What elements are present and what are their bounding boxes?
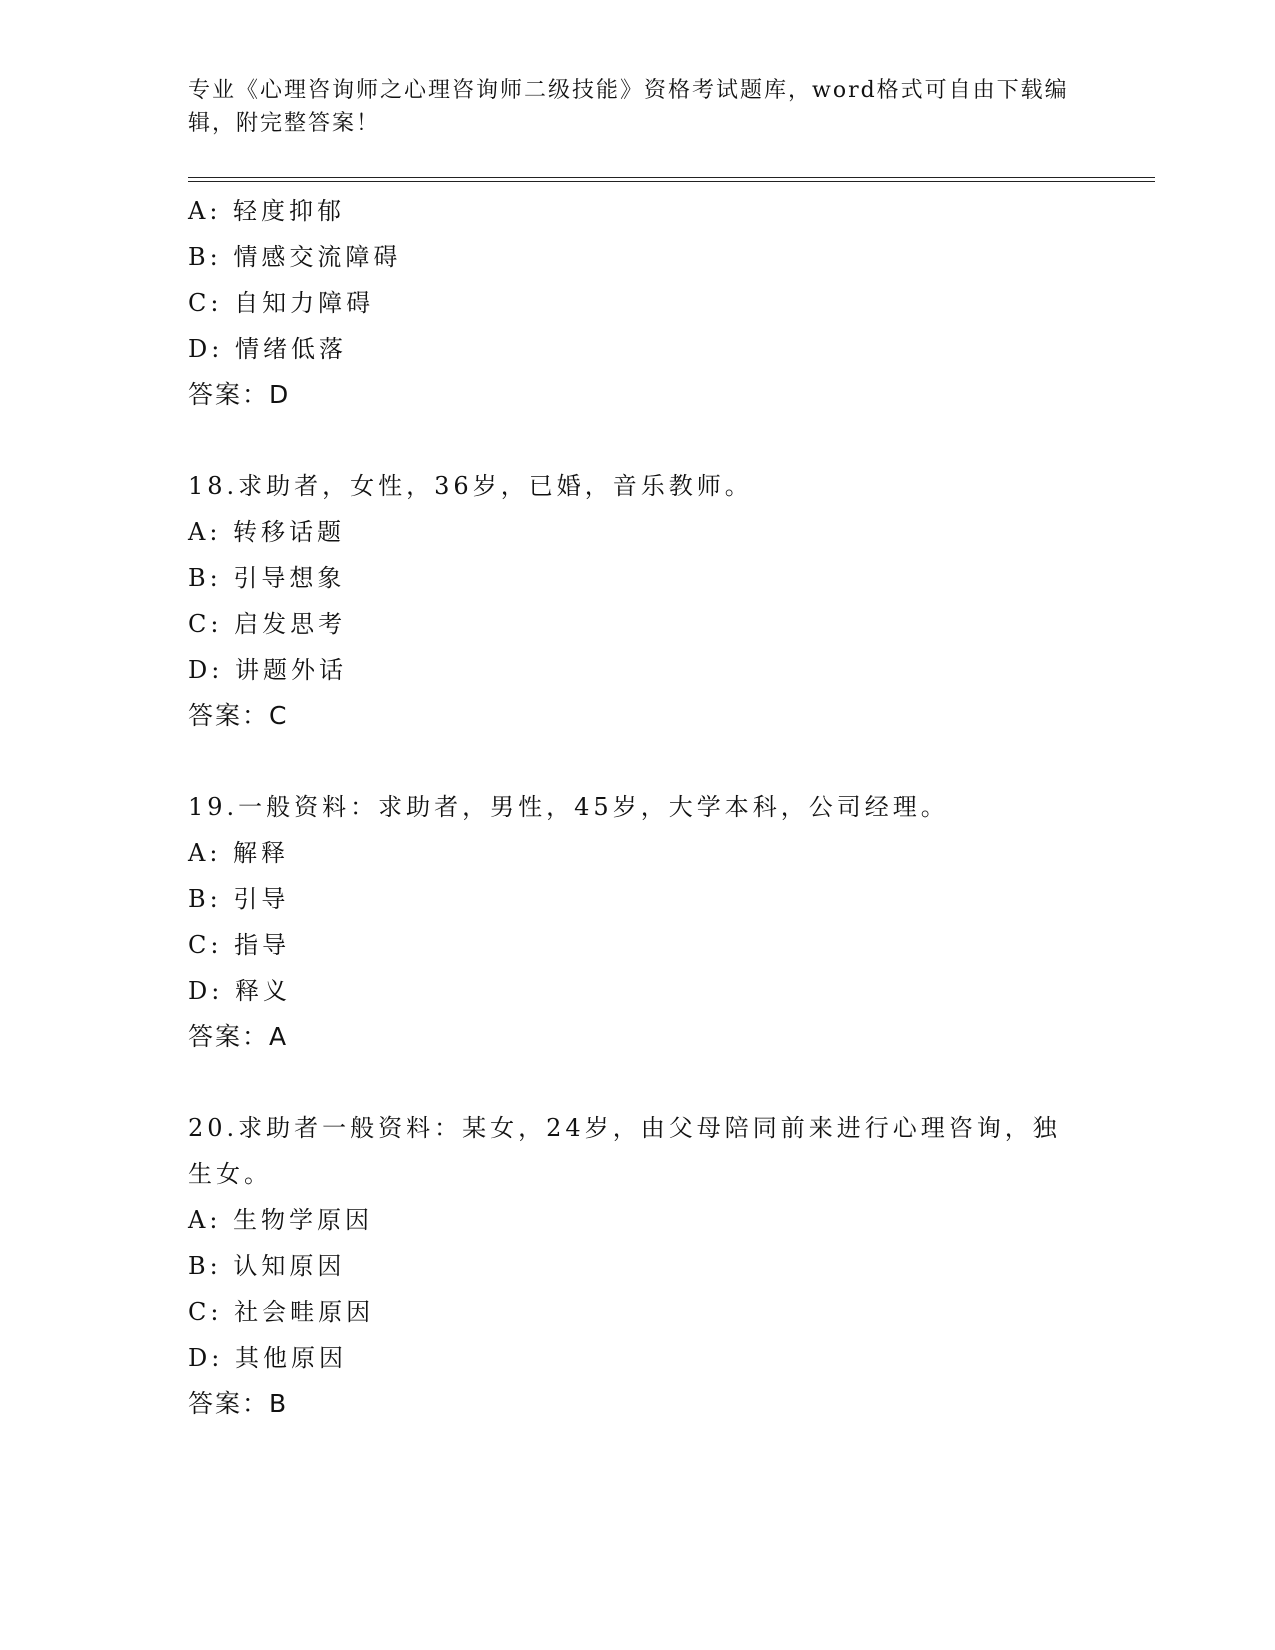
option-b: B: 情感交流障碍 [188,243,402,271]
option-b: B: 引导 [188,885,290,913]
option-d: D: 讲题外话 [188,656,347,684]
question-18 [188,463,1088,739]
option-a: A: 轻度抑郁 [188,197,346,225]
option-a: A: 生物学原因 [188,1206,374,1234]
question-17 [188,188,1088,418]
option-a: A: 解释 [188,839,290,867]
header-divider-top [188,177,1155,178]
spacer [188,418,1088,463]
option-a: A: 转移话题 [188,518,346,546]
spacer [188,739,1088,784]
question-list [188,188,1088,1427]
option-d: D: 其他原因 [188,1344,347,1372]
option-b: B: 认知原因 [188,1252,346,1280]
spacer [188,1060,1088,1105]
option-d: D: 情绪低落 [188,335,347,363]
document-header: 专业《心理咨询师之心理咨询师二级技能》资格考试题库，word格式可自由下载编辑，附完整答案！ [188,78,1069,136]
option-c: C: 指导 [188,931,291,959]
option-c: C: 启发思考 [188,610,347,638]
answer-line: 答案：A [188,1022,289,1051]
answer-line: 答案：C [188,701,289,730]
question-19 [188,784,1088,1060]
option-d: D: 释义 [188,977,291,1005]
header-divider-bottom [188,181,1155,182]
question-stem: 18.求助者，女性，36岁，已婚，音乐教师。 [188,472,753,500]
answer-line: 答案：D [188,380,291,409]
answer-line: 答案：B [188,1389,289,1418]
option-b: B: 引导想象 [188,564,346,592]
question-stem: 20.求助者一般资料：某女，24岁，由父母陪同前来进行心理咨询，独生女。 [188,1114,1061,1188]
question-20 [188,1105,1088,1427]
option-c: C: 社会畦原因 [188,1298,375,1326]
option-c: C: 自知力障碍 [188,289,375,317]
question-stem: 19.一般资料：求助者，男性，45岁，大学本科，公司经理。 [188,793,949,821]
